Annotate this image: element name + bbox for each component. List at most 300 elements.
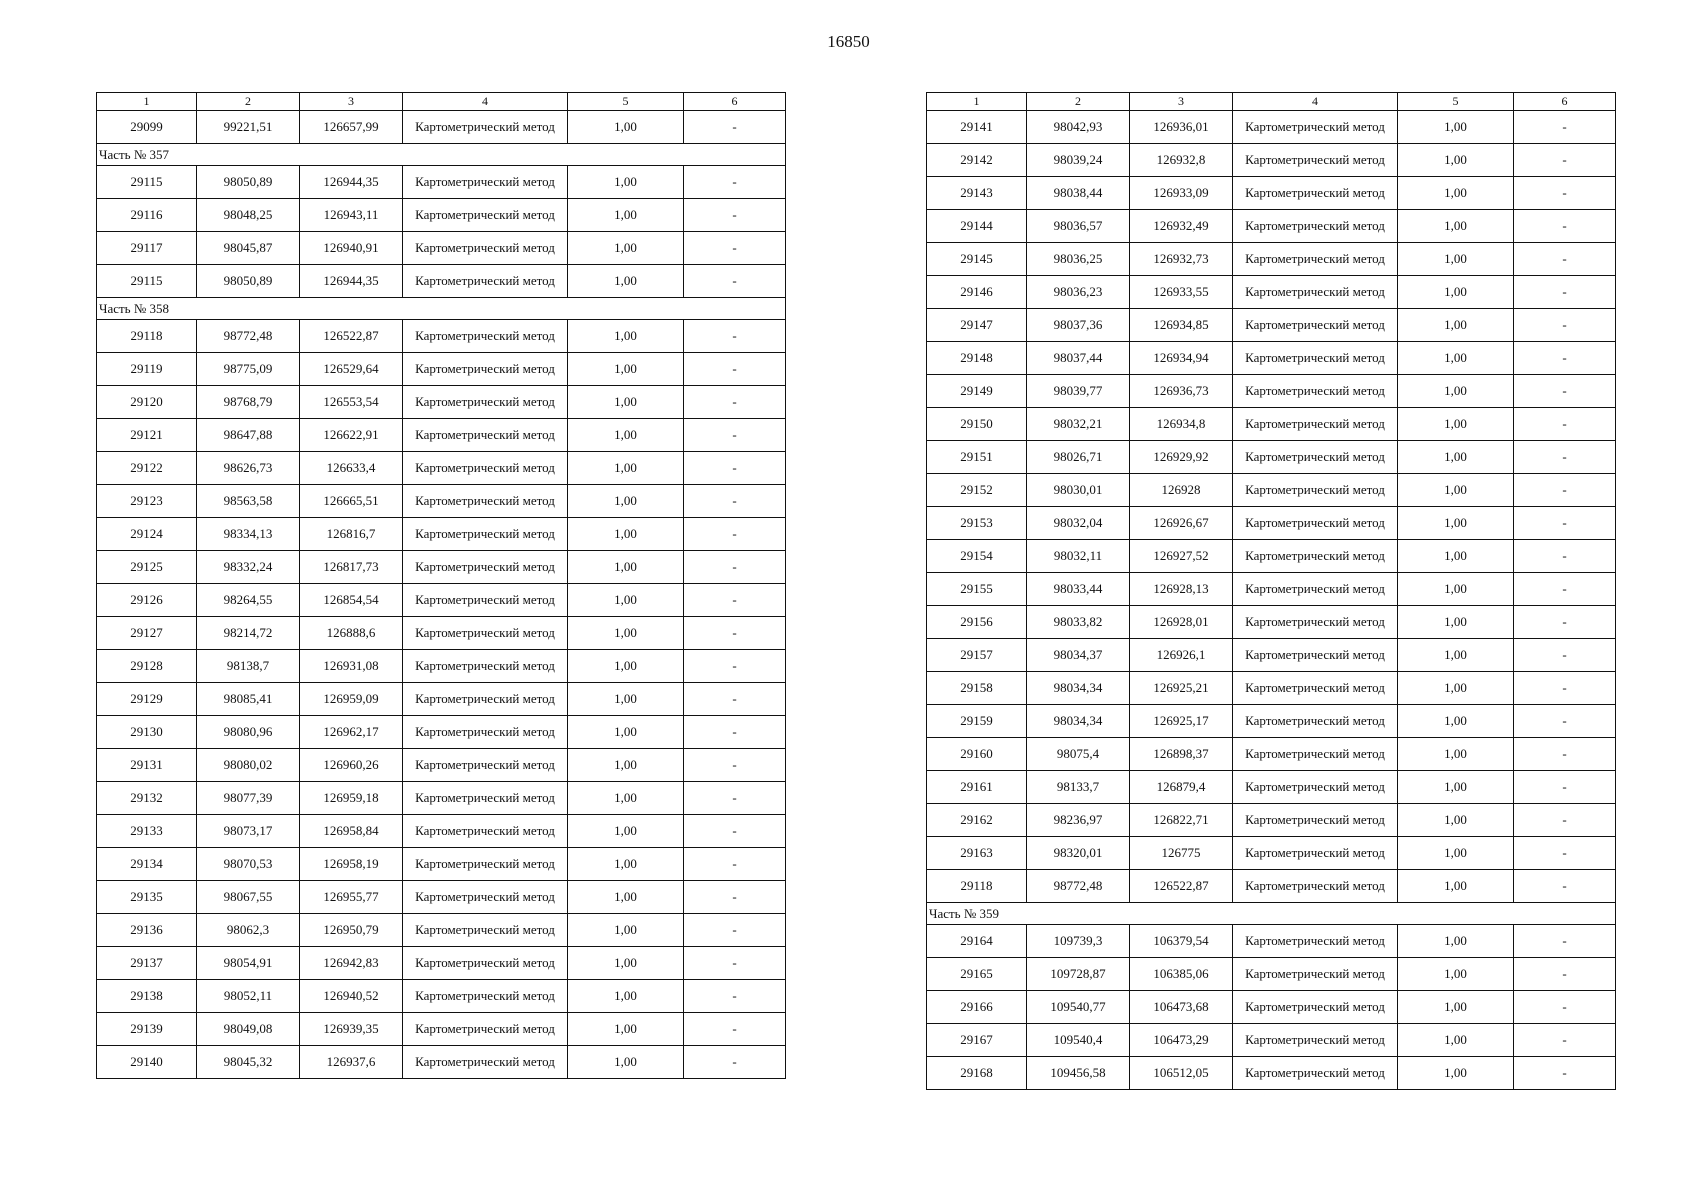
- description-cell: -: [684, 320, 786, 353]
- x-coordinate-cell: 98062,3: [197, 914, 300, 947]
- table-row: [927, 144, 1616, 177]
- x-coordinate-cell: 109540,77: [1027, 991, 1130, 1024]
- x-coordinate-cell: 98075,4: [1027, 738, 1130, 771]
- method-cell: Картометрический метод: [1233, 573, 1398, 606]
- y-coordinate-cell: 126943,11: [300, 199, 403, 232]
- point-number-cell: 29129: [97, 683, 197, 716]
- table-header-row: [97, 93, 786, 111]
- table-row: [927, 771, 1616, 804]
- method-cell: Картометрический метод: [403, 166, 568, 199]
- point-number-cell: 29133: [97, 815, 197, 848]
- method-cell: Картометрический метод: [403, 650, 568, 683]
- method-cell: Картометрический метод: [1233, 870, 1398, 903]
- accuracy-cell: 1,00: [1398, 177, 1514, 210]
- description-cell: -: [1514, 1024, 1616, 1057]
- x-coordinate-cell: 98133,7: [1027, 771, 1130, 804]
- table-row: [927, 1024, 1616, 1057]
- table-row: [927, 606, 1616, 639]
- table-row: [97, 848, 786, 881]
- accuracy-cell: 1,00: [1398, 870, 1514, 903]
- x-coordinate-cell: 98214,72: [197, 617, 300, 650]
- method-cell: Картометрический метод: [1233, 771, 1398, 804]
- x-coordinate-cell: 109739,3: [1027, 925, 1130, 958]
- method-cell: Картометрический метод: [403, 881, 568, 914]
- method-cell: Картометрический метод: [1233, 243, 1398, 276]
- y-coordinate-cell: 126955,77: [300, 881, 403, 914]
- x-coordinate-cell: 98048,25: [197, 199, 300, 232]
- y-coordinate-cell: 126816,7: [300, 518, 403, 551]
- description-cell: -: [1514, 375, 1616, 408]
- y-coordinate-cell: 126944,35: [300, 166, 403, 199]
- accuracy-cell: 1,00: [1398, 991, 1514, 1024]
- method-cell: Картометрический метод: [1233, 837, 1398, 870]
- method-cell: Картометрический метод: [403, 1046, 568, 1079]
- x-coordinate-cell: 98033,44: [1027, 573, 1130, 606]
- point-number-cell: 29156: [927, 606, 1027, 639]
- x-coordinate-cell: 98067,55: [197, 881, 300, 914]
- y-coordinate-cell: 106385,06: [1130, 958, 1233, 991]
- description-cell: -: [684, 1046, 786, 1079]
- point-number-cell: 29155: [927, 573, 1027, 606]
- table-row: [97, 199, 786, 232]
- y-coordinate-cell: 126928: [1130, 474, 1233, 507]
- method-cell: Картометрический метод: [403, 320, 568, 353]
- x-coordinate-cell: 98037,44: [1027, 342, 1130, 375]
- table-row: [927, 870, 1616, 903]
- description-cell: -: [684, 1013, 786, 1046]
- table-row: [97, 265, 786, 298]
- description-cell: -: [1514, 1057, 1616, 1090]
- description-cell: -: [1514, 474, 1616, 507]
- description-cell: -: [1514, 111, 1616, 144]
- accuracy-cell: 1,00: [1398, 474, 1514, 507]
- y-coordinate-cell: 126529,64: [300, 353, 403, 386]
- x-coordinate-cell: 98032,21: [1027, 408, 1130, 441]
- method-cell: Картометрический метод: [1233, 705, 1398, 738]
- accuracy-cell: 1,00: [1398, 837, 1514, 870]
- table-row: [927, 342, 1616, 375]
- column-header-1: 1: [97, 93, 197, 111]
- part-heading: Часть № 358: [97, 298, 786, 320]
- accuracy-cell: 1,00: [568, 166, 684, 199]
- x-coordinate-cell: 98045,87: [197, 232, 300, 265]
- x-coordinate-cell: 98036,57: [1027, 210, 1130, 243]
- y-coordinate-cell: 126932,8: [1130, 144, 1233, 177]
- table-row: [97, 320, 786, 353]
- table-row: [97, 914, 786, 947]
- description-cell: -: [1514, 342, 1616, 375]
- x-coordinate-cell: 98050,89: [197, 166, 300, 199]
- point-number-cell: 29138: [97, 980, 197, 1013]
- accuracy-cell: 1,00: [1398, 243, 1514, 276]
- part-heading-row: [927, 903, 1616, 925]
- method-cell: Картометрический метод: [403, 716, 568, 749]
- column-header-1: 1: [927, 93, 1027, 111]
- coordinates-table-left: [96, 92, 786, 1079]
- table-row: [97, 518, 786, 551]
- y-coordinate-cell: 126931,08: [300, 650, 403, 683]
- y-coordinate-cell: 126934,85: [1130, 309, 1233, 342]
- point-number-cell: 29149: [927, 375, 1027, 408]
- method-cell: Картометрический метод: [1233, 309, 1398, 342]
- point-number-cell: 29126: [97, 584, 197, 617]
- y-coordinate-cell: 126933,55: [1130, 276, 1233, 309]
- method-cell: Картометрический метод: [1233, 1024, 1398, 1057]
- description-cell: -: [1514, 606, 1616, 639]
- x-coordinate-cell: 98032,11: [1027, 540, 1130, 573]
- y-coordinate-cell: 126928,13: [1130, 573, 1233, 606]
- description-cell: -: [684, 782, 786, 815]
- description-cell: -: [1514, 243, 1616, 276]
- y-coordinate-cell: 126950,79: [300, 914, 403, 947]
- point-number-cell: 29115: [97, 265, 197, 298]
- y-coordinate-cell: 126934,8: [1130, 408, 1233, 441]
- point-number-cell: 29151: [927, 441, 1027, 474]
- y-coordinate-cell: 126932,49: [1130, 210, 1233, 243]
- table-row: [927, 375, 1616, 408]
- x-coordinate-cell: 98042,93: [1027, 111, 1130, 144]
- x-coordinate-cell: 98073,17: [197, 815, 300, 848]
- method-cell: Картометрический метод: [1233, 375, 1398, 408]
- point-number-cell: 29144: [927, 210, 1027, 243]
- accuracy-cell: 1,00: [568, 452, 684, 485]
- accuracy-cell: 1,00: [1398, 540, 1514, 573]
- table-row: [97, 980, 786, 1013]
- x-coordinate-cell: 98085,41: [197, 683, 300, 716]
- point-number-cell: 29131: [97, 749, 197, 782]
- description-cell: -: [1514, 705, 1616, 738]
- description-cell: -: [684, 452, 786, 485]
- y-coordinate-cell: 126942,83: [300, 947, 403, 980]
- method-cell: Картометрический метод: [403, 749, 568, 782]
- point-number-cell: 29162: [927, 804, 1027, 837]
- table-row: [97, 419, 786, 452]
- point-number-cell: 29115: [97, 166, 197, 199]
- x-coordinate-cell: 98034,34: [1027, 705, 1130, 738]
- accuracy-cell: 1,00: [568, 749, 684, 782]
- x-coordinate-cell: 98054,91: [197, 947, 300, 980]
- accuracy-cell: 1,00: [568, 881, 684, 914]
- point-number-cell: 29118: [927, 870, 1027, 903]
- description-cell: -: [684, 650, 786, 683]
- y-coordinate-cell: 106379,54: [1130, 925, 1233, 958]
- y-coordinate-cell: 106473,29: [1130, 1024, 1233, 1057]
- accuracy-cell: 1,00: [568, 683, 684, 716]
- accuracy-cell: 1,00: [1398, 144, 1514, 177]
- x-coordinate-cell: 98038,44: [1027, 177, 1130, 210]
- method-cell: Картометрический метод: [403, 485, 568, 518]
- table-row: [927, 958, 1616, 991]
- y-coordinate-cell: 126657,99: [300, 111, 403, 144]
- table-row: [97, 386, 786, 419]
- accuracy-cell: 1,00: [568, 353, 684, 386]
- description-cell: -: [1514, 958, 1616, 991]
- accuracy-cell: 1,00: [1398, 210, 1514, 243]
- table-row: [97, 353, 786, 386]
- column-header-3: 3: [300, 93, 403, 111]
- table-row: [97, 782, 786, 815]
- description-cell: -: [684, 848, 786, 881]
- table-row: [927, 177, 1616, 210]
- accuracy-cell: 1,00: [1398, 771, 1514, 804]
- x-coordinate-cell: 98775,09: [197, 353, 300, 386]
- point-number-cell: 29121: [97, 419, 197, 452]
- accuracy-cell: 1,00: [568, 199, 684, 232]
- y-coordinate-cell: 126959,09: [300, 683, 403, 716]
- point-number-cell: 29143: [927, 177, 1027, 210]
- page-number: 16850: [827, 32, 870, 51]
- description-cell: -: [1514, 771, 1616, 804]
- method-cell: Картометрический метод: [403, 232, 568, 265]
- method-cell: Картометрический метод: [1233, 639, 1398, 672]
- x-coordinate-cell: 98034,37: [1027, 639, 1130, 672]
- description-cell: -: [684, 683, 786, 716]
- point-number-cell: 29154: [927, 540, 1027, 573]
- table-row: [927, 639, 1616, 672]
- table-row: [927, 804, 1616, 837]
- table-row: [927, 925, 1616, 958]
- point-number-cell: 29164: [927, 925, 1027, 958]
- table-row: [927, 705, 1616, 738]
- x-coordinate-cell: 98033,82: [1027, 606, 1130, 639]
- accuracy-cell: 1,00: [568, 815, 684, 848]
- accuracy-cell: 1,00: [568, 265, 684, 298]
- y-coordinate-cell: 126888,6: [300, 617, 403, 650]
- accuracy-cell: 1,00: [1398, 573, 1514, 606]
- point-number-cell: 29148: [927, 342, 1027, 375]
- point-number-cell: 29130: [97, 716, 197, 749]
- description-cell: -: [684, 265, 786, 298]
- accuracy-cell: 1,00: [1398, 639, 1514, 672]
- point-number-cell: 29142: [927, 144, 1027, 177]
- method-cell: Картометрический метод: [403, 199, 568, 232]
- accuracy-cell: 1,00: [568, 716, 684, 749]
- accuracy-cell: 1,00: [568, 782, 684, 815]
- column-header-6: 6: [1514, 93, 1616, 111]
- table-row: [97, 683, 786, 716]
- description-cell: -: [1514, 441, 1616, 474]
- table-row: [97, 815, 786, 848]
- x-coordinate-cell: 98320,01: [1027, 837, 1130, 870]
- accuracy-cell: 1,00: [1398, 408, 1514, 441]
- y-coordinate-cell: 126898,37: [1130, 738, 1233, 771]
- y-coordinate-cell: 126665,51: [300, 485, 403, 518]
- accuracy-cell: 1,00: [1398, 958, 1514, 991]
- accuracy-cell: 1,00: [1398, 1057, 1514, 1090]
- table-row: [927, 672, 1616, 705]
- method-cell: Картометрический метод: [1233, 474, 1398, 507]
- part-heading: Часть № 359: [927, 903, 1616, 925]
- accuracy-cell: 1,00: [568, 232, 684, 265]
- description-cell: -: [1514, 837, 1616, 870]
- accuracy-cell: 1,00: [568, 848, 684, 881]
- description-cell: -: [684, 914, 786, 947]
- x-coordinate-cell: 98138,7: [197, 650, 300, 683]
- x-coordinate-cell: 98077,39: [197, 782, 300, 815]
- point-number-cell: 29165: [927, 958, 1027, 991]
- method-cell: Картометрический метод: [1233, 925, 1398, 958]
- method-cell: Картометрический метод: [403, 947, 568, 980]
- x-coordinate-cell: 98647,88: [197, 419, 300, 452]
- method-cell: Картометрический метод: [1233, 276, 1398, 309]
- table-row: [927, 111, 1616, 144]
- table-row: [927, 507, 1616, 540]
- method-cell: Картометрический метод: [403, 111, 568, 144]
- description-cell: -: [684, 584, 786, 617]
- accuracy-cell: 1,00: [1398, 342, 1514, 375]
- part-heading: Часть № 357: [97, 144, 786, 166]
- method-cell: Картометрический метод: [403, 980, 568, 1013]
- accuracy-cell: 1,00: [568, 1046, 684, 1079]
- method-cell: Картометрический метод: [1233, 738, 1398, 771]
- y-coordinate-cell: 126958,84: [300, 815, 403, 848]
- accuracy-cell: 1,00: [568, 650, 684, 683]
- method-cell: Картометрический метод: [1233, 672, 1398, 705]
- accuracy-cell: 1,00: [1398, 375, 1514, 408]
- method-cell: Картометрический метод: [1233, 144, 1398, 177]
- accuracy-cell: 1,00: [568, 617, 684, 650]
- accuracy-cell: 1,00: [568, 551, 684, 584]
- y-coordinate-cell: 126622,91: [300, 419, 403, 452]
- column-header-4: 4: [1233, 93, 1398, 111]
- x-coordinate-cell: 109456,58: [1027, 1057, 1130, 1090]
- point-number-cell: 29119: [97, 353, 197, 386]
- description-cell: -: [684, 166, 786, 199]
- table-row: [927, 540, 1616, 573]
- y-coordinate-cell: 126822,71: [1130, 804, 1233, 837]
- method-cell: Картометрический метод: [1233, 1057, 1398, 1090]
- description-cell: -: [1514, 177, 1616, 210]
- point-number-cell: 29159: [927, 705, 1027, 738]
- table-row: [97, 452, 786, 485]
- y-coordinate-cell: 106512,05: [1130, 1057, 1233, 1090]
- y-coordinate-cell: 126854,54: [300, 584, 403, 617]
- method-cell: Картометрический метод: [1233, 507, 1398, 540]
- column-header-2: 2: [197, 93, 300, 111]
- description-cell: -: [1514, 639, 1616, 672]
- description-cell: -: [1514, 408, 1616, 441]
- point-number-cell: 29167: [927, 1024, 1027, 1057]
- point-number-cell: 29122: [97, 452, 197, 485]
- point-number-cell: 29128: [97, 650, 197, 683]
- x-coordinate-cell: 98332,24: [197, 551, 300, 584]
- column-header-5: 5: [568, 93, 684, 111]
- description-cell: -: [684, 947, 786, 980]
- method-cell: Картометрический метод: [403, 452, 568, 485]
- description-cell: -: [684, 386, 786, 419]
- description-cell: -: [684, 199, 786, 232]
- column-header-2: 2: [1027, 93, 1130, 111]
- y-coordinate-cell: 126633,4: [300, 452, 403, 485]
- description-cell: -: [1514, 540, 1616, 573]
- y-coordinate-cell: 126944,35: [300, 265, 403, 298]
- method-cell: Картометрический метод: [1233, 408, 1398, 441]
- accuracy-cell: 1,00: [568, 485, 684, 518]
- point-number-cell: 29147: [927, 309, 1027, 342]
- y-coordinate-cell: 126934,94: [1130, 342, 1233, 375]
- y-coordinate-cell: 126817,73: [300, 551, 403, 584]
- method-cell: Картометрический метод: [1233, 177, 1398, 210]
- x-coordinate-cell: 98049,08: [197, 1013, 300, 1046]
- point-number-cell: 29145: [927, 243, 1027, 276]
- table-row: [97, 232, 786, 265]
- x-coordinate-cell: 109728,87: [1027, 958, 1130, 991]
- y-coordinate-cell: 126937,6: [300, 1046, 403, 1079]
- accuracy-cell: 1,00: [1398, 705, 1514, 738]
- x-coordinate-cell: 98772,48: [1027, 870, 1130, 903]
- x-coordinate-cell: 98030,01: [1027, 474, 1130, 507]
- x-coordinate-cell: 98768,79: [197, 386, 300, 419]
- description-cell: -: [684, 232, 786, 265]
- x-coordinate-cell: 98264,55: [197, 584, 300, 617]
- point-number-cell: 29137: [97, 947, 197, 980]
- coordinates-table-right: [926, 92, 1616, 1090]
- table-row: [97, 551, 786, 584]
- point-number-cell: 29160: [927, 738, 1027, 771]
- accuracy-cell: 1,00: [1398, 111, 1514, 144]
- x-coordinate-cell: 98045,32: [197, 1046, 300, 1079]
- table-row: [927, 210, 1616, 243]
- method-cell: Картометрический метод: [1233, 111, 1398, 144]
- description-cell: -: [684, 485, 786, 518]
- x-coordinate-cell: 98036,23: [1027, 276, 1130, 309]
- description-cell: -: [684, 617, 786, 650]
- y-coordinate-cell: 126936,01: [1130, 111, 1233, 144]
- x-coordinate-cell: 98080,96: [197, 716, 300, 749]
- table-row: [927, 474, 1616, 507]
- description-cell: -: [1514, 507, 1616, 540]
- x-coordinate-cell: 98039,24: [1027, 144, 1130, 177]
- description-cell: -: [1514, 276, 1616, 309]
- point-number-cell: 29117: [97, 232, 197, 265]
- point-number-cell: 29124: [97, 518, 197, 551]
- table-header-row: [927, 93, 1616, 111]
- method-cell: Картометрический метод: [403, 419, 568, 452]
- table-row: [927, 243, 1616, 276]
- y-coordinate-cell: 126932,73: [1130, 243, 1233, 276]
- method-cell: Картометрический метод: [1233, 540, 1398, 573]
- part-heading-row: [97, 144, 786, 166]
- table-row: [927, 309, 1616, 342]
- y-coordinate-cell: 126928,01: [1130, 606, 1233, 639]
- x-coordinate-cell: 98772,48: [197, 320, 300, 353]
- x-coordinate-cell: 98037,36: [1027, 309, 1130, 342]
- y-coordinate-cell: 126925,21: [1130, 672, 1233, 705]
- table-row: [97, 1013, 786, 1046]
- description-cell: -: [684, 111, 786, 144]
- point-number-cell: 29120: [97, 386, 197, 419]
- point-number-cell: 29134: [97, 848, 197, 881]
- point-number-cell: 29168: [927, 1057, 1027, 1090]
- accuracy-cell: 1,00: [568, 980, 684, 1013]
- description-cell: -: [1514, 804, 1616, 837]
- accuracy-cell: 1,00: [568, 518, 684, 551]
- x-coordinate-cell: 98050,89: [197, 265, 300, 298]
- y-coordinate-cell: 126958,19: [300, 848, 403, 881]
- method-cell: Картометрический метод: [403, 617, 568, 650]
- x-coordinate-cell: 98080,02: [197, 749, 300, 782]
- method-cell: Картометрический метод: [1233, 342, 1398, 375]
- accuracy-cell: 1,00: [1398, 276, 1514, 309]
- method-cell: Картометрический метод: [1233, 210, 1398, 243]
- x-coordinate-cell: 98626,73: [197, 452, 300, 485]
- method-cell: Картометрический метод: [403, 848, 568, 881]
- point-number-cell: 29141: [927, 111, 1027, 144]
- accuracy-cell: 1,00: [568, 584, 684, 617]
- table-row: [927, 276, 1616, 309]
- table-row: [927, 441, 1616, 474]
- description-cell: -: [1514, 309, 1616, 342]
